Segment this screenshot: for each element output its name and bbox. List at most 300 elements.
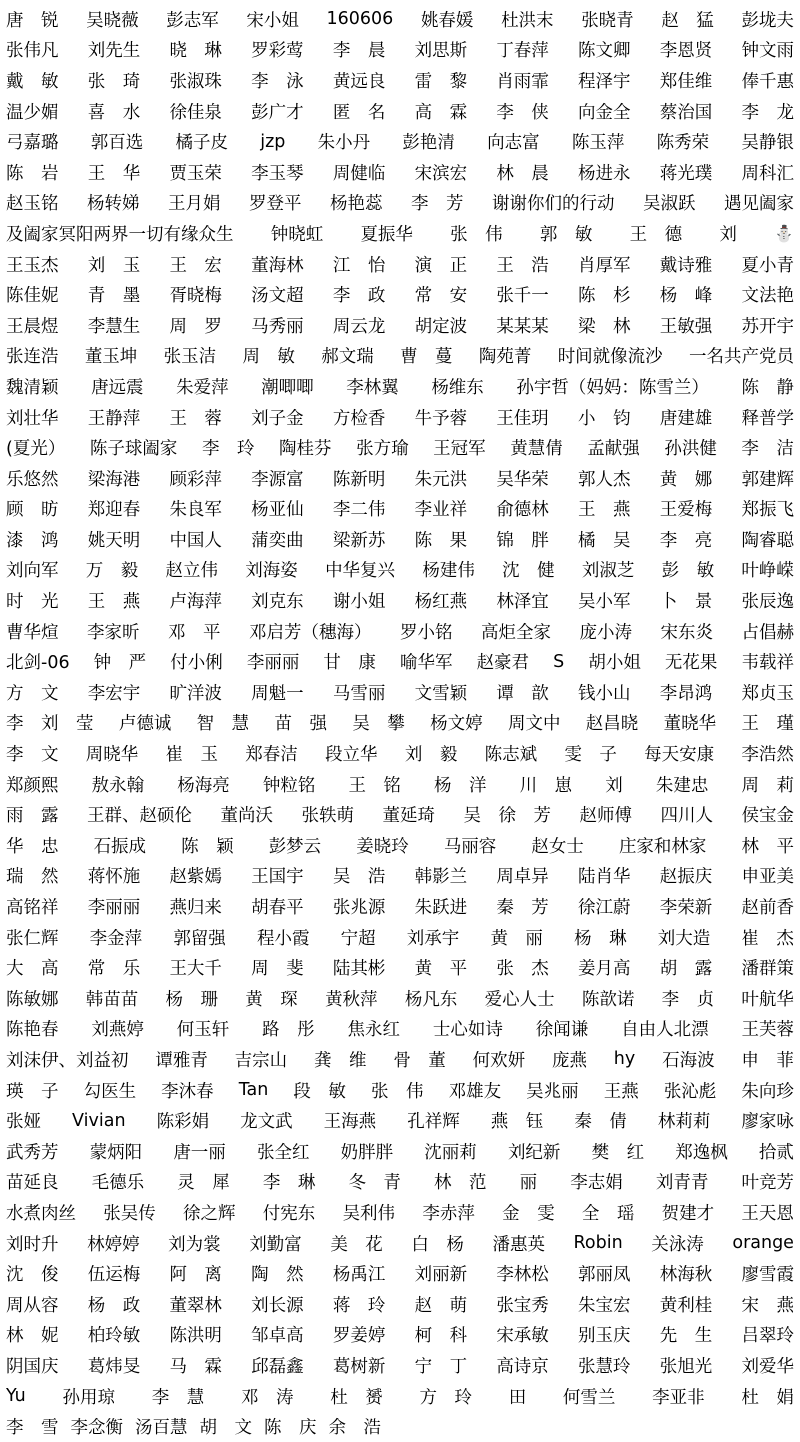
name-entry: Robin [573,1233,623,1254]
name-entry: 韩苗苗 [85,989,139,1010]
name-entry: 潮唧唧 [261,377,314,398]
name-entry: 自由人北漂 [621,1020,709,1041]
name-entry: 周晓华 [85,745,139,766]
name-entry: 姜月高 [578,959,631,980]
name-entry: 孙宇哲（妈妈：陈雪兰） [516,377,709,398]
name-entry: 王天恩 [741,1203,794,1224]
name-entry: (夏光） [6,439,66,460]
name-entry: 杜洪末 [501,10,554,31]
name-entry: 唐建雄 [659,408,713,429]
name-row [6,1167,794,1198]
name-entry: 宋小姐 [246,10,299,31]
name-entry: 林婷婷 [87,1234,140,1255]
name-entry: 全 瑶 [581,1203,635,1224]
name-entry: 陈 岩 [6,163,59,184]
name-entry: 彭志军 [166,10,219,31]
name-entry: 陈艳春 [6,1020,59,1041]
name-entry: 赵昌晓 [585,714,639,735]
name-entry: 江 怡 [332,255,386,276]
name-entry: 160606 [326,9,394,30]
name-entry: 方 玲 [419,1387,472,1408]
name-entry: 王国宇 [251,867,304,888]
name-entry: 林海秋 [659,1265,713,1286]
name-entry: 黄慧倩 [510,439,563,460]
name-entry: 段 敏 [293,1081,346,1102]
snowman-icon: ⛄ [774,223,794,243]
name-entry: 陶 然 [251,1265,304,1286]
name-entry: 郭留强 [173,928,226,949]
name-row [6,677,794,708]
name-entry: 杜 赟 [330,1387,383,1408]
name-entry: 李慧生 [87,316,141,337]
name-entry: 廖雪霞 [741,1265,794,1286]
name-entry: 时 光 [6,592,59,613]
name-entry: 庞小涛 [579,622,632,643]
name-entry: 林 晨 [496,163,549,184]
name-entry: 遇见阖家 [724,194,794,215]
name-row [6,279,794,310]
name-entry: 唐一丽 [173,1142,226,1163]
name-entry: 灵 犀 [177,1173,230,1194]
name-entry: 唐远震 [91,377,144,398]
name-entry: 肖雨霏 [496,71,549,92]
name-entry: 蒋光璞 [659,163,713,184]
name-entry: 张慧玲 [578,1356,631,1377]
name-entry: 邓雄友 [448,1081,502,1102]
name-entry: 李 琳 [262,1173,316,1194]
name-entry: 吴小军 [578,592,631,613]
name-entry: 杨文婷 [430,714,483,735]
name-entry: 王玉杰 [6,255,59,276]
name-entry: 赵紫嫣 [169,867,222,888]
name-entry: 魏清颖 [6,377,59,398]
name-entry: 陈文卿 [578,41,631,62]
name-entry: 林 妮 [6,1326,59,1347]
name-row [6,4,794,35]
name-entry: 郭 敏 [539,224,593,245]
name-entry: 陈洪明 [169,1326,222,1347]
name-row [6,65,794,96]
name-entry: 黄 琛 [245,989,298,1010]
name-entry: 董翠林 [169,1295,222,1316]
name-row [6,218,794,249]
name-entry: 戴 敏 [6,71,59,92]
name-entry: 何欢妍 [472,1050,526,1071]
name-entry: 张沁彪 [663,1081,717,1102]
name-entry: 蒙炳阳 [89,1142,143,1163]
name-entry: 郑春洁 [245,745,298,766]
name-entry: 张方瑜 [356,439,409,460]
name-entry: 刘长源 [251,1295,304,1316]
name-entry: 陈志斌 [484,745,538,766]
name-entry: 肖厚军 [578,255,631,276]
name-entry: 刘丽新 [414,1265,468,1286]
name-entry: 朱向珍 [741,1081,794,1102]
name-entry: 秦 倩 [574,1112,627,1133]
name-entry: 吴淑跃 [643,194,696,215]
name-entry: 刘沫伊、刘益初 [6,1050,129,1071]
name-entry: 美 花 [330,1234,383,1255]
name-entry: 李 刘 莹 [6,714,94,735]
name-entry: 李宏宇 [87,683,141,704]
name-entry: 申亚美 [741,867,794,888]
name-entry: 张连浩 [6,347,59,368]
name-entry: 胡定波 [414,316,468,337]
name-entry: 陶睿聪 [741,530,794,551]
name-entry: 弓嘉璐 [6,133,59,154]
name-entry: 李 晨 [332,41,386,62]
name-entry: 陈 颖 [181,836,234,857]
name-entry: 董尚沃 [220,806,273,827]
name-entry: 阴国庆 [6,1356,59,1377]
name-entry: 王 华 [87,163,141,184]
name-row [6,646,794,677]
name-entry: 余 浩 [328,1418,381,1439]
name-entry: 俸千惠 [741,71,794,92]
name-entry: 刘勤富 [249,1234,302,1255]
name-entry: 爱心人士 [484,989,555,1010]
name-entry: 何雪兰 [562,1387,616,1408]
name-entry: 文雪颖 [414,683,468,704]
name-entry: 谭 歆 [496,683,549,704]
name-entry: 刘海姿 [245,561,298,582]
name-entry: 刘壮华 [6,408,59,429]
name-entry: 刘承宇 [406,928,460,949]
name-row [6,126,794,157]
name-entry: 胥晓梅 [169,286,222,307]
name-row [6,922,794,953]
name-entry: 李浩然 [741,745,794,766]
name-entry: 李源富 [251,469,304,490]
name-entry: 杨维东 [431,377,484,398]
name-entry: Tan [238,1080,269,1101]
name-entry: 顾彩萍 [169,469,222,490]
name-row [6,1228,794,1259]
name-entry: 廖家咏 [741,1112,794,1133]
name-entry: 赵立伟 [165,561,219,582]
name-entry: 宋滨宏 [414,163,468,184]
name-entry: 曹华煊 [6,622,59,643]
name-entry: 李恩贤 [659,41,713,62]
name-entry: 夏振华 [360,224,413,245]
name-entry: 张 伟 [371,1081,424,1102]
name-entry: 李志娟 [570,1173,623,1194]
name-entry: hy [613,1049,636,1070]
name-entry: 黄远良 [332,71,386,92]
name-entry: 王 蓉 [169,408,222,429]
name-entry: 王群、赵硕伦 [87,806,192,827]
name-entry: 苏开宇 [741,316,794,337]
name-row [6,96,794,127]
name-entry: 李丽丽 [246,653,300,674]
name-entry: 崔 杰 [741,928,794,949]
name-entry: 谢谢你们的行动 [492,194,615,215]
name-entry: 马丽容 [443,836,497,857]
name-row [6,1350,794,1381]
name-entry: 丽 [519,1173,538,1194]
name-entry: 青 墨 [87,286,141,307]
name-entry: 刘 毅 [404,745,458,766]
name-row [6,1044,794,1075]
name-entry: 朱良军 [169,500,222,521]
name-entry: 金 雯 [502,1203,555,1224]
name-entry: 韦载祥 [741,653,794,674]
name-row [6,708,794,739]
name-row [6,1075,794,1106]
name-row [6,432,794,463]
name-entry: 杨建伟 [422,561,475,582]
name-entry: 王月娟 [168,194,221,215]
name-entry: 燕 钰 [490,1112,544,1133]
name-entry: 张玉洁 [163,347,217,368]
name-entry: 吴 浩 [332,867,386,888]
name-entry: 林泽宜 [496,592,549,613]
name-entry: 瑞 然 [6,867,59,888]
name-entry: 黄 丽 [490,928,543,949]
name-entry: 李 芳 [411,194,464,215]
name-entry: 李玉琴 [251,163,304,184]
name-entry: 乐悠然 [6,469,59,490]
name-entry: 钱小山 [578,683,631,704]
name-entry: 橘子皮 [175,133,228,154]
name-row [6,738,794,769]
name-entry: 董玉坤 [84,347,138,368]
name-entry: 董海林 [251,255,304,276]
name-entry: 刘子金 [251,408,304,429]
name-row [6,1320,794,1351]
name-entry: 蔡治国 [659,102,713,123]
name-entry: 杨红燕 [414,592,468,613]
name-row [6,494,794,525]
name-entry: 马 霖 [169,1356,222,1377]
name-entry: 何玉轩 [176,1020,230,1041]
name-entry: 张辰逸 [741,592,794,613]
name-entry: 张宝秀 [496,1295,549,1316]
name-entry: 贺建才 [661,1203,715,1224]
name-entry: 叶竞芳 [741,1173,794,1194]
name-entry: 周魁一 [251,683,304,704]
name-entry: 卢海萍 [169,592,222,613]
name-entry: 陈 果 [414,530,468,551]
name-entry: 付小俐 [170,653,223,674]
name-entry: 郑佳维 [659,71,713,92]
name-entry: 朱跃进 [414,898,468,919]
name-entry: 张兆源 [332,898,386,919]
name-entry: 杨艳蕊 [330,194,383,215]
name-entry: 奶胖胖 [340,1142,394,1163]
name-entry: 陈 庆 [264,1418,317,1439]
name-entry: 梁 林 [578,316,631,337]
name-entry: 蒋 玲 [332,1295,386,1316]
name-entry: 赵师傅 [579,806,632,827]
name-entry: 赵前香 [741,898,794,919]
name-entry: 钟粒铭 [262,775,316,796]
name-entry: 刘思斯 [414,41,468,62]
name-entry: 吴静银 [741,133,794,154]
name-entry: 徐闻谦 [535,1020,589,1041]
name-row [6,249,794,280]
name-entry: 郭建辉 [741,469,794,490]
name-entry: 沈丽莉 [424,1142,477,1163]
name-entry: 吉宗山 [234,1050,288,1071]
name-entry: 郑振飞 [741,500,794,521]
name-entry: 孙洪健 [664,439,717,460]
name-entry: 常 乐 [87,959,141,980]
name-entry: 黄秋萍 [325,989,378,1010]
name-entry: 匿 名 [332,102,386,123]
name-entry: 吴华荣 [496,469,549,490]
name-entry: 朱宝宏 [578,1295,631,1316]
name-entry: 高诗京 [496,1356,549,1377]
name-entry: 戴诗雅 [659,255,713,276]
name-entry: 拾贰 [758,1142,794,1163]
name-entry: 韩影兰 [414,867,468,888]
name-entry: 赵女士 [531,836,584,857]
name-entry: 喜 水 [87,102,141,123]
name-entry: 骨 董 [393,1050,446,1071]
name-row [6,861,794,892]
name-entry: 杜 娟 [741,1387,794,1408]
name-entry: 一名共产党员 [689,347,794,368]
name-entry: 李二伟 [332,500,386,521]
name-entry: 陈子球阖家 [89,439,178,460]
name-entry: 彭梦云 [268,836,322,857]
name-entry: 周 敏 [242,347,295,368]
name-entry: 温少媚 [6,102,59,123]
name-entry: 周卓异 [496,867,549,888]
name-row [6,769,794,800]
name-entry: 王 德 [629,224,683,245]
name-entry: 陶桂芬 [279,439,332,460]
name-entry: 杨亚仙 [251,500,304,521]
name-row [6,799,794,830]
name-entry: 瑛 子 [6,1081,59,1102]
name-entry: 李 文 [6,745,59,766]
name-entry: 张晓青 [581,10,634,31]
name-entry: 李 政 [332,286,386,307]
name-entry: 向金全 [578,102,631,123]
name-entry: 周 斐 [251,959,304,980]
name-entry: 潘惠英 [492,1234,545,1255]
name-entry: 刘 玉 [87,255,141,276]
name-entry: 胡 露 [659,959,713,980]
name-entry: 宋承敏 [496,1326,549,1347]
name-entry: 李 侠 [496,102,549,123]
name-entry: 汤百慧 [135,1418,188,1439]
name-entry: 敖永翰 [91,775,145,796]
name-entry: 王 宏 [169,255,222,276]
name-row [6,983,794,1014]
name-entry: 邓 涛 [240,1387,294,1408]
name-entry: 杨 琳 [574,928,627,949]
name-entry: 庄家和林家 [618,836,707,857]
name-entry: 陈新明 [332,469,386,490]
name-entry: 孔祥辉 [407,1112,460,1133]
name-entry: 陈玉萍 [571,133,625,154]
name-entry: 每天安康 [644,745,715,766]
name-entry: 邱磊鑫 [251,1356,304,1377]
name-entry: 马秀丽 [251,316,304,337]
name-entry: 王晨煜 [6,316,59,337]
name-row [6,1136,794,1167]
name-entry: 李昂鸿 [659,683,713,704]
name-entry: 陈 杉 [578,286,631,307]
name-entry: 柏玲敏 [87,1326,141,1347]
name-entry: 吴兆丽 [526,1081,579,1102]
name-entry: 关泳涛 [651,1234,704,1255]
name-entry: 陆肖华 [578,867,631,888]
name-entry: 智 慧 [196,714,250,735]
name-entry: 庞燕 [551,1050,587,1071]
name-entry: 汤文超 [251,286,304,307]
name-entry: 郑贞玉 [741,683,794,704]
name-entry: 释普学 [741,408,794,429]
name-entry: 张千一 [496,286,549,307]
name-entry: 王爱梅 [659,500,713,521]
name-entry: 常 安 [414,286,468,307]
name-entry: 喻华军 [399,653,453,674]
name-entry: 毛德乐 [91,1173,145,1194]
name-entry: 冬 青 [348,1173,401,1194]
name-entry: 王大千 [169,959,222,980]
name-entry: 李丽丽 [87,898,141,919]
name-entry: 某某某 [496,316,549,337]
name-entry: 甘 康 [323,653,376,674]
name-entry: 李金萍 [89,928,143,949]
name-entry: 马雪丽 [332,683,386,704]
name-entry: 刘为裳 [168,1234,221,1255]
name-row [6,157,794,188]
name-entry: 王 铭 [348,775,401,796]
name-entry: 中国人 [169,530,222,551]
name-row [6,310,794,341]
name-entry: 大 高 [6,959,59,980]
name-entry: 胡 文 [199,1418,252,1439]
name-entry: 晓 琳 [169,41,222,62]
name-entry: 段立华 [325,745,378,766]
name-entry: 李 龙 [741,102,794,123]
name-entry: 陆其彬 [332,959,386,980]
name-entry: 刘大造 [657,928,711,949]
name-entry: 赵玉铭 [6,194,59,215]
name-entry: 柯 科 [414,1326,468,1347]
name-entry: 伍运梅 [87,1265,141,1286]
name-entry: 顾 昉 [6,500,59,521]
name-entry: 王燕 [603,1081,639,1102]
name-entry: 华 忠 [6,836,59,857]
name-entry: 龚 维 [313,1050,367,1071]
name-entry: 刘 [719,224,737,245]
name-entry: 张娅 [6,1112,41,1133]
name-entry: 李 贞 [661,989,715,1010]
name-entry: 石振成 [93,836,147,857]
name-entry: 刘爱华 [741,1356,794,1377]
name-entry: 李 泳 [251,71,304,92]
name-entry: 燕归来 [169,898,222,919]
name-entry: 姚天明 [87,530,141,551]
name-entry: 钟文雨 [741,41,794,62]
name-entry: 朱小丹 [317,133,371,154]
name-entry: 周云龙 [332,316,386,337]
name-entry: 谢小姐 [332,592,386,613]
name-entry: 黄 娜 [659,469,713,490]
name-entry: 刘向军 [6,561,59,582]
name-entry: 焦永红 [347,1020,400,1041]
name-entry: 蒋怀施 [87,867,141,888]
name-entry: 刘燕婷 [91,1020,144,1041]
name-entry: 川 崽 [519,775,573,796]
name-entry: 黄利桂 [659,1295,713,1316]
